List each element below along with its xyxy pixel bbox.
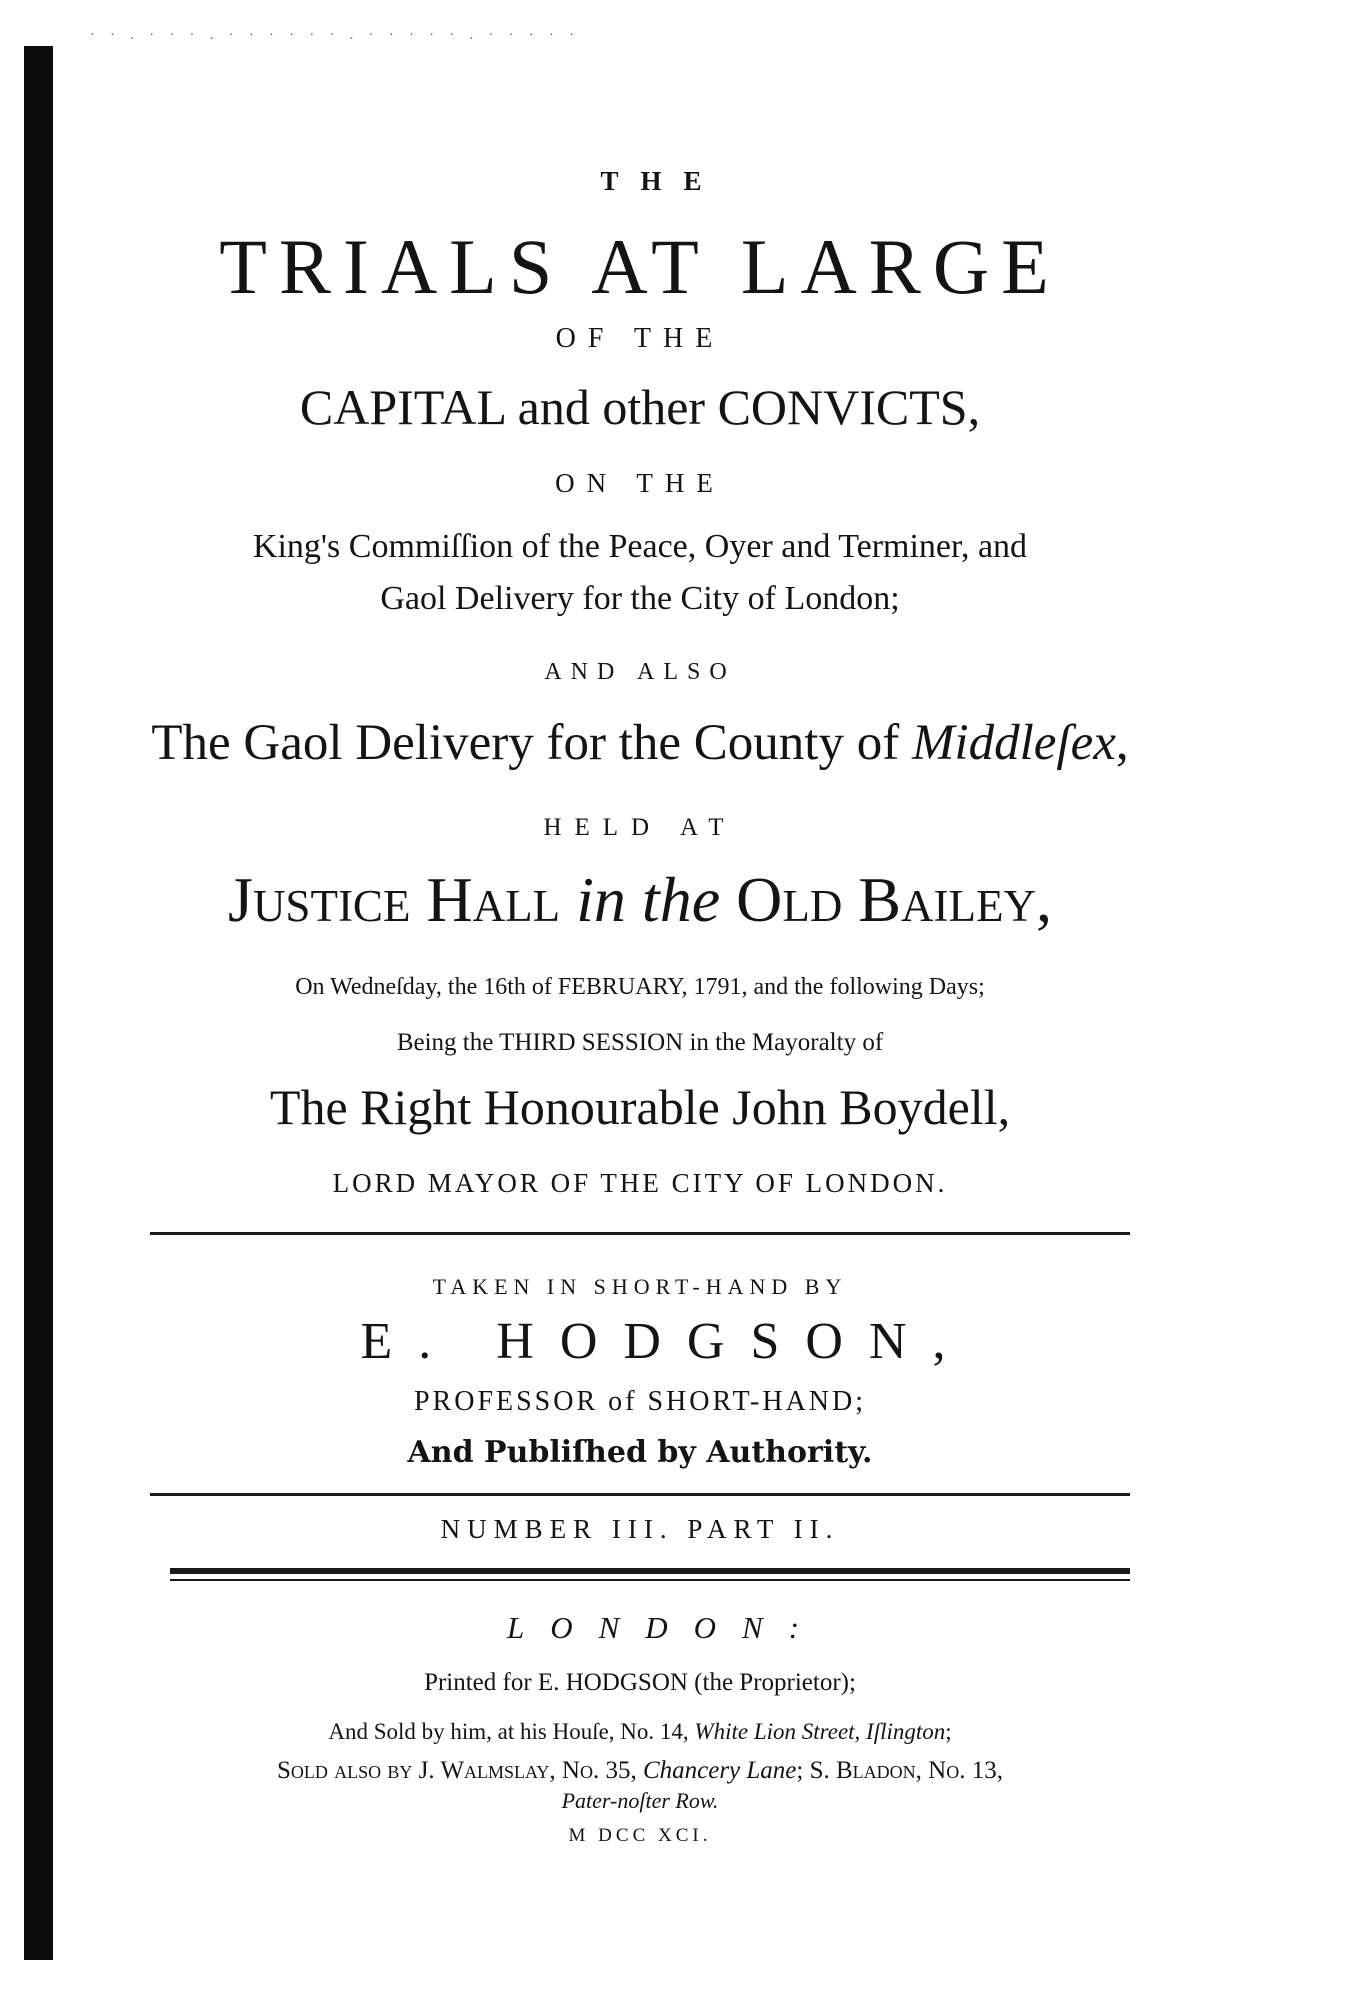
pater-noster-row-line: Pater-noſter Row. (561, 1788, 719, 1813)
commission-line-1: King's Commiſſion of the Peace, Oyer and Terminer, and (252, 528, 1028, 565)
sold-also-end: ; S. Bladon, No. 13, (796, 1757, 1003, 1784)
sold-by-text: And Sold by him, at his Houſe, No. 14, (328, 1719, 695, 1744)
number-part-line: NUMBER III. PART II. (440, 1514, 840, 1544)
professor-line: PROFESSOR of SHORT-HAND; (413, 1386, 867, 1417)
printed-for-line: Printed for E. HODGSON (the Proprietor); (424, 1669, 856, 1696)
thick-divider-rule (170, 1568, 1130, 1574)
sold-also-text: Sold alſo by J. Walmslay, No. 35, (277, 1757, 643, 1784)
heading-and-also: AND ALSO (544, 659, 736, 685)
book-binding-edge (24, 46, 53, 1960)
in-the-text: in the (576, 864, 721, 935)
title-page (90, 0, 1150, 2000)
print-specks: · · . · · · . · · · · · · . · · · · · . · · · · · (90, 28, 580, 43)
sold-also-line (130, 1758, 1150, 1783)
divider-rule (150, 1232, 1130, 1235)
gaol-delivery-line (130, 715, 1150, 771)
capital-convicts-line: CAPITAL and other CONVICTS, (299, 379, 981, 435)
heading-on-the: ON THE (555, 468, 725, 498)
imprint-year: M DCC XCI. (568, 1825, 712, 1846)
justice-hall-text: Justice Hall (228, 864, 577, 935)
commission-line-2: Gaol Delivery for the City of London; (380, 580, 900, 617)
gaol-delivery-comma: , (1115, 715, 1129, 771)
author-name: E. HODGSON, (360, 1313, 972, 1370)
lord-mayor-name-line: The Right Honourable John Boydell, (269, 1079, 1011, 1135)
county-name: Middleſex (911, 715, 1116, 771)
heading-of-the: OF THE (555, 323, 725, 354)
heading-the: THE (600, 166, 724, 196)
published-by-authority: And Publiſhed by Authority. (407, 1435, 873, 1470)
london-imprint: LONDON: (506, 1610, 826, 1645)
sold-by-end: ; (945, 1719, 952, 1744)
taken-in-shorthand-line: TAKEN IN SHORT-HAND BY (432, 1274, 848, 1299)
main-title: TRIALS AT LARGE (219, 223, 1061, 310)
session-date-line: On Wedneſday, the 16th of FEBRUARY, 1791, and the following Days; (295, 974, 985, 1000)
gaol-delivery-text: The Gaol Delivery for the County of (151, 715, 912, 771)
divider-rule (150, 1493, 1130, 1496)
justice-hall-line (130, 864, 1150, 935)
sold-by-line (130, 1720, 1150, 1743)
lord-mayor-title-line: LORD MAYOR OF THE CITY OF LONDON. (332, 1168, 948, 1198)
heading-held-at: HELD AT (543, 814, 737, 841)
sold-also-address: Chancery Lane (642, 1757, 797, 1784)
session-line: Being the THIRD SESSION in the Mayoralty of (396, 1029, 884, 1056)
thin-divider-rule (170, 1579, 1130, 1581)
old-bailey-text: Old Bailey, (720, 864, 1052, 935)
sold-by-address: White Lion Street, Iſlington (694, 1719, 946, 1744)
